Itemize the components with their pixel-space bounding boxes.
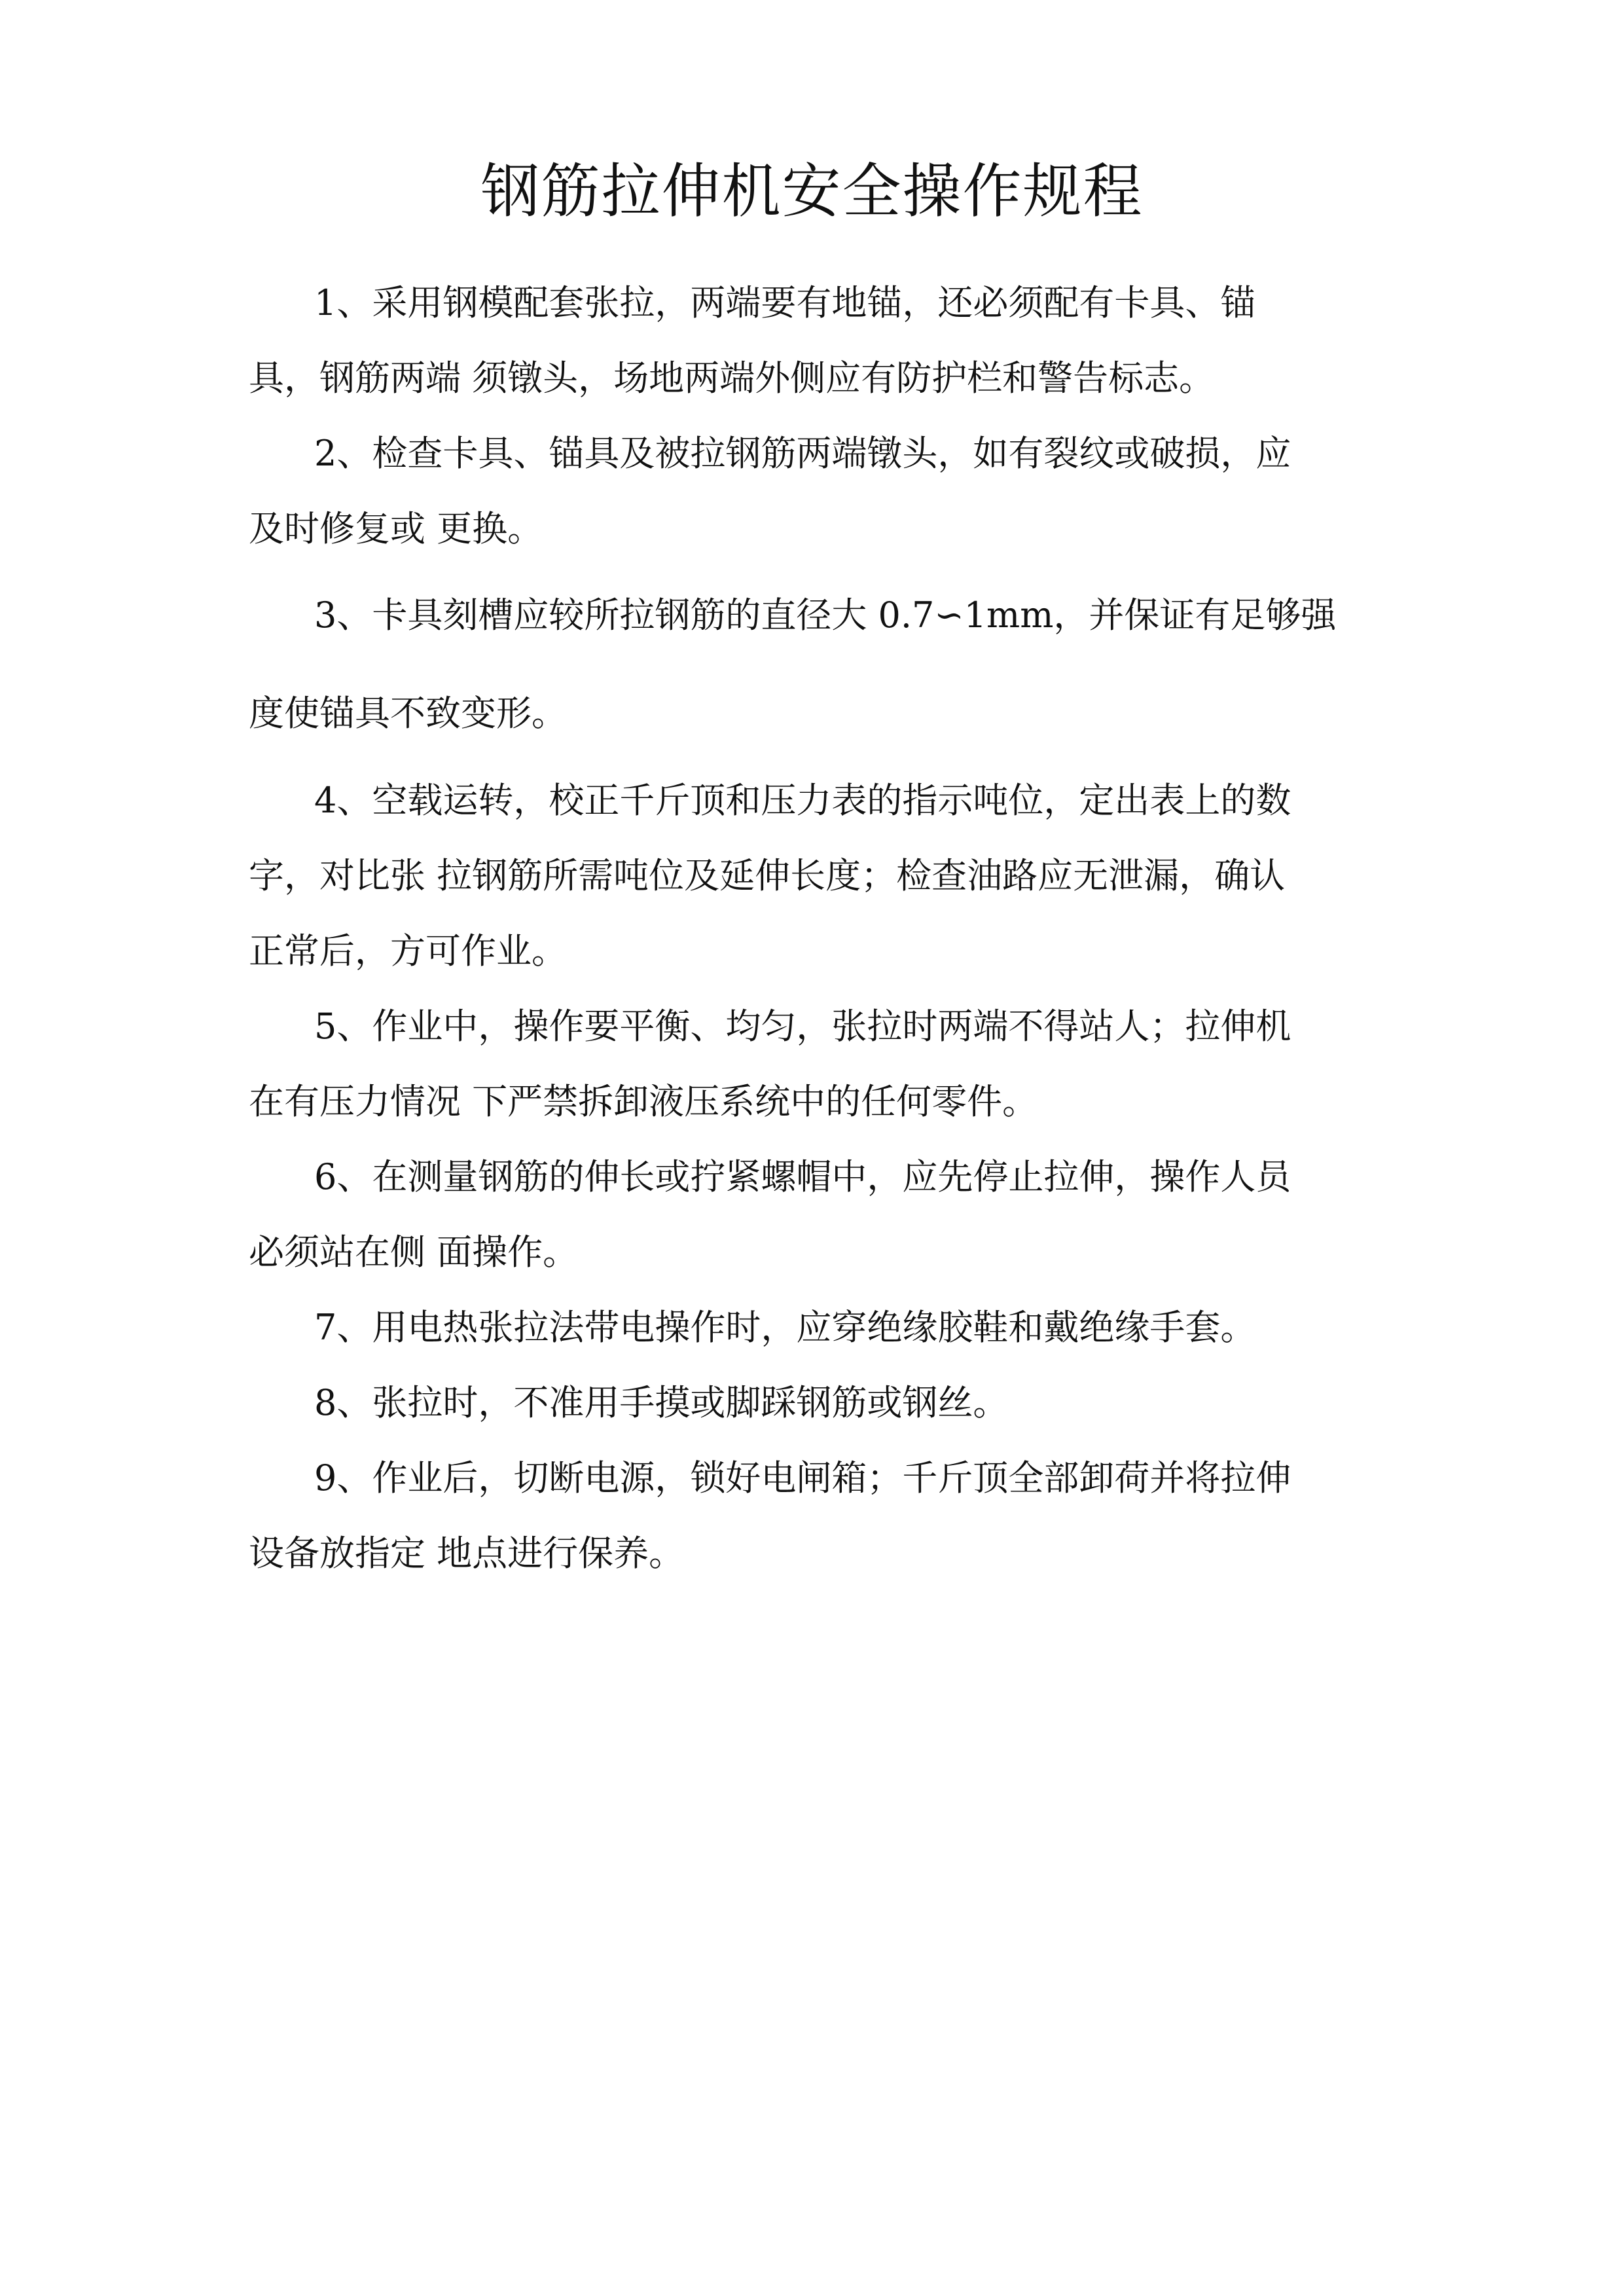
paragraph-line: 1、采用钢模配套张拉，两端要有地锚，还必须配有卡具、锚 [314, 282, 1256, 323]
paragraph-line: 设备放指定 地点进行保养。 [249, 1533, 685, 1574]
paragraph-line: 度使锚具不致变形。 [249, 693, 567, 734]
paragraph-1 [249, 265, 1381, 416]
paragraph-3 [249, 566, 1381, 763]
document-body [249, 265, 1381, 1591]
paragraph-2 [249, 416, 1381, 566]
paragraph-6 [249, 1139, 1381, 1290]
paragraph-7 [249, 1290, 1381, 1365]
paragraph-line: 必须站在侧 面操作。 [249, 1231, 579, 1273]
paragraph-line: 正常后，方可作业。 [249, 930, 567, 972]
paragraph-line: 4、空载运转，校正千斤顶和压力表的指示吨位，定出表上的数 [314, 780, 1291, 821]
paragraph-line: 2、检查卡具、锚具及被拉钢筋两端镦头，如有裂纹或破损，应 [314, 433, 1291, 474]
paragraph-line: 6、在测量钢筋的伸长或拧紧螺帽中，应先停止拉伸，操作人员 [314, 1156, 1291, 1197]
paragraph-5 [249, 989, 1381, 1139]
paragraph-line: 3、卡具刻槽应较所拉钢筋的直径大 0.7∽1mm，并保证有足够强 [314, 594, 1337, 636]
paragraph-line: 字，对比张 拉钢筋所需吨位及延伸长度；检查油路应无泄漏，确认 [249, 855, 1286, 896]
paragraph-line: 7、用电热张拉法带电操作时，应穿绝缘胶鞋和戴绝缘手套。 [314, 1307, 1256, 1348]
page-title: 钢筋拉伸机安全操作规程 [480, 157, 1144, 226]
paragraph-line: 及时修复或 更换。 [249, 508, 543, 549]
paragraph-8 [249, 1365, 1381, 1440]
paragraph-line: 在有压力情况 下严禁拆卸液压系统中的任何零件。 [249, 1081, 1038, 1122]
paragraph-9 [249, 1440, 1381, 1591]
paragraph-4 [249, 763, 1381, 989]
paragraph-line: 具，钢筋两端 须镦头，场地两端外侧应有防护栏和警告标志。 [249, 357, 1215, 399]
paragraph-line: 5、作业中，操作要平衡、均匀，张拉时两端不得站人；拉伸机 [314, 1006, 1291, 1047]
paragraph-line: 9、作业后，切断电源，锁好电闸箱；千斤顶全部卸荷并将拉伸 [314, 1457, 1291, 1499]
paragraph-line: 8、张拉时，不准用手摸或脚踩钢筋或钢丝。 [314, 1382, 1009, 1423]
